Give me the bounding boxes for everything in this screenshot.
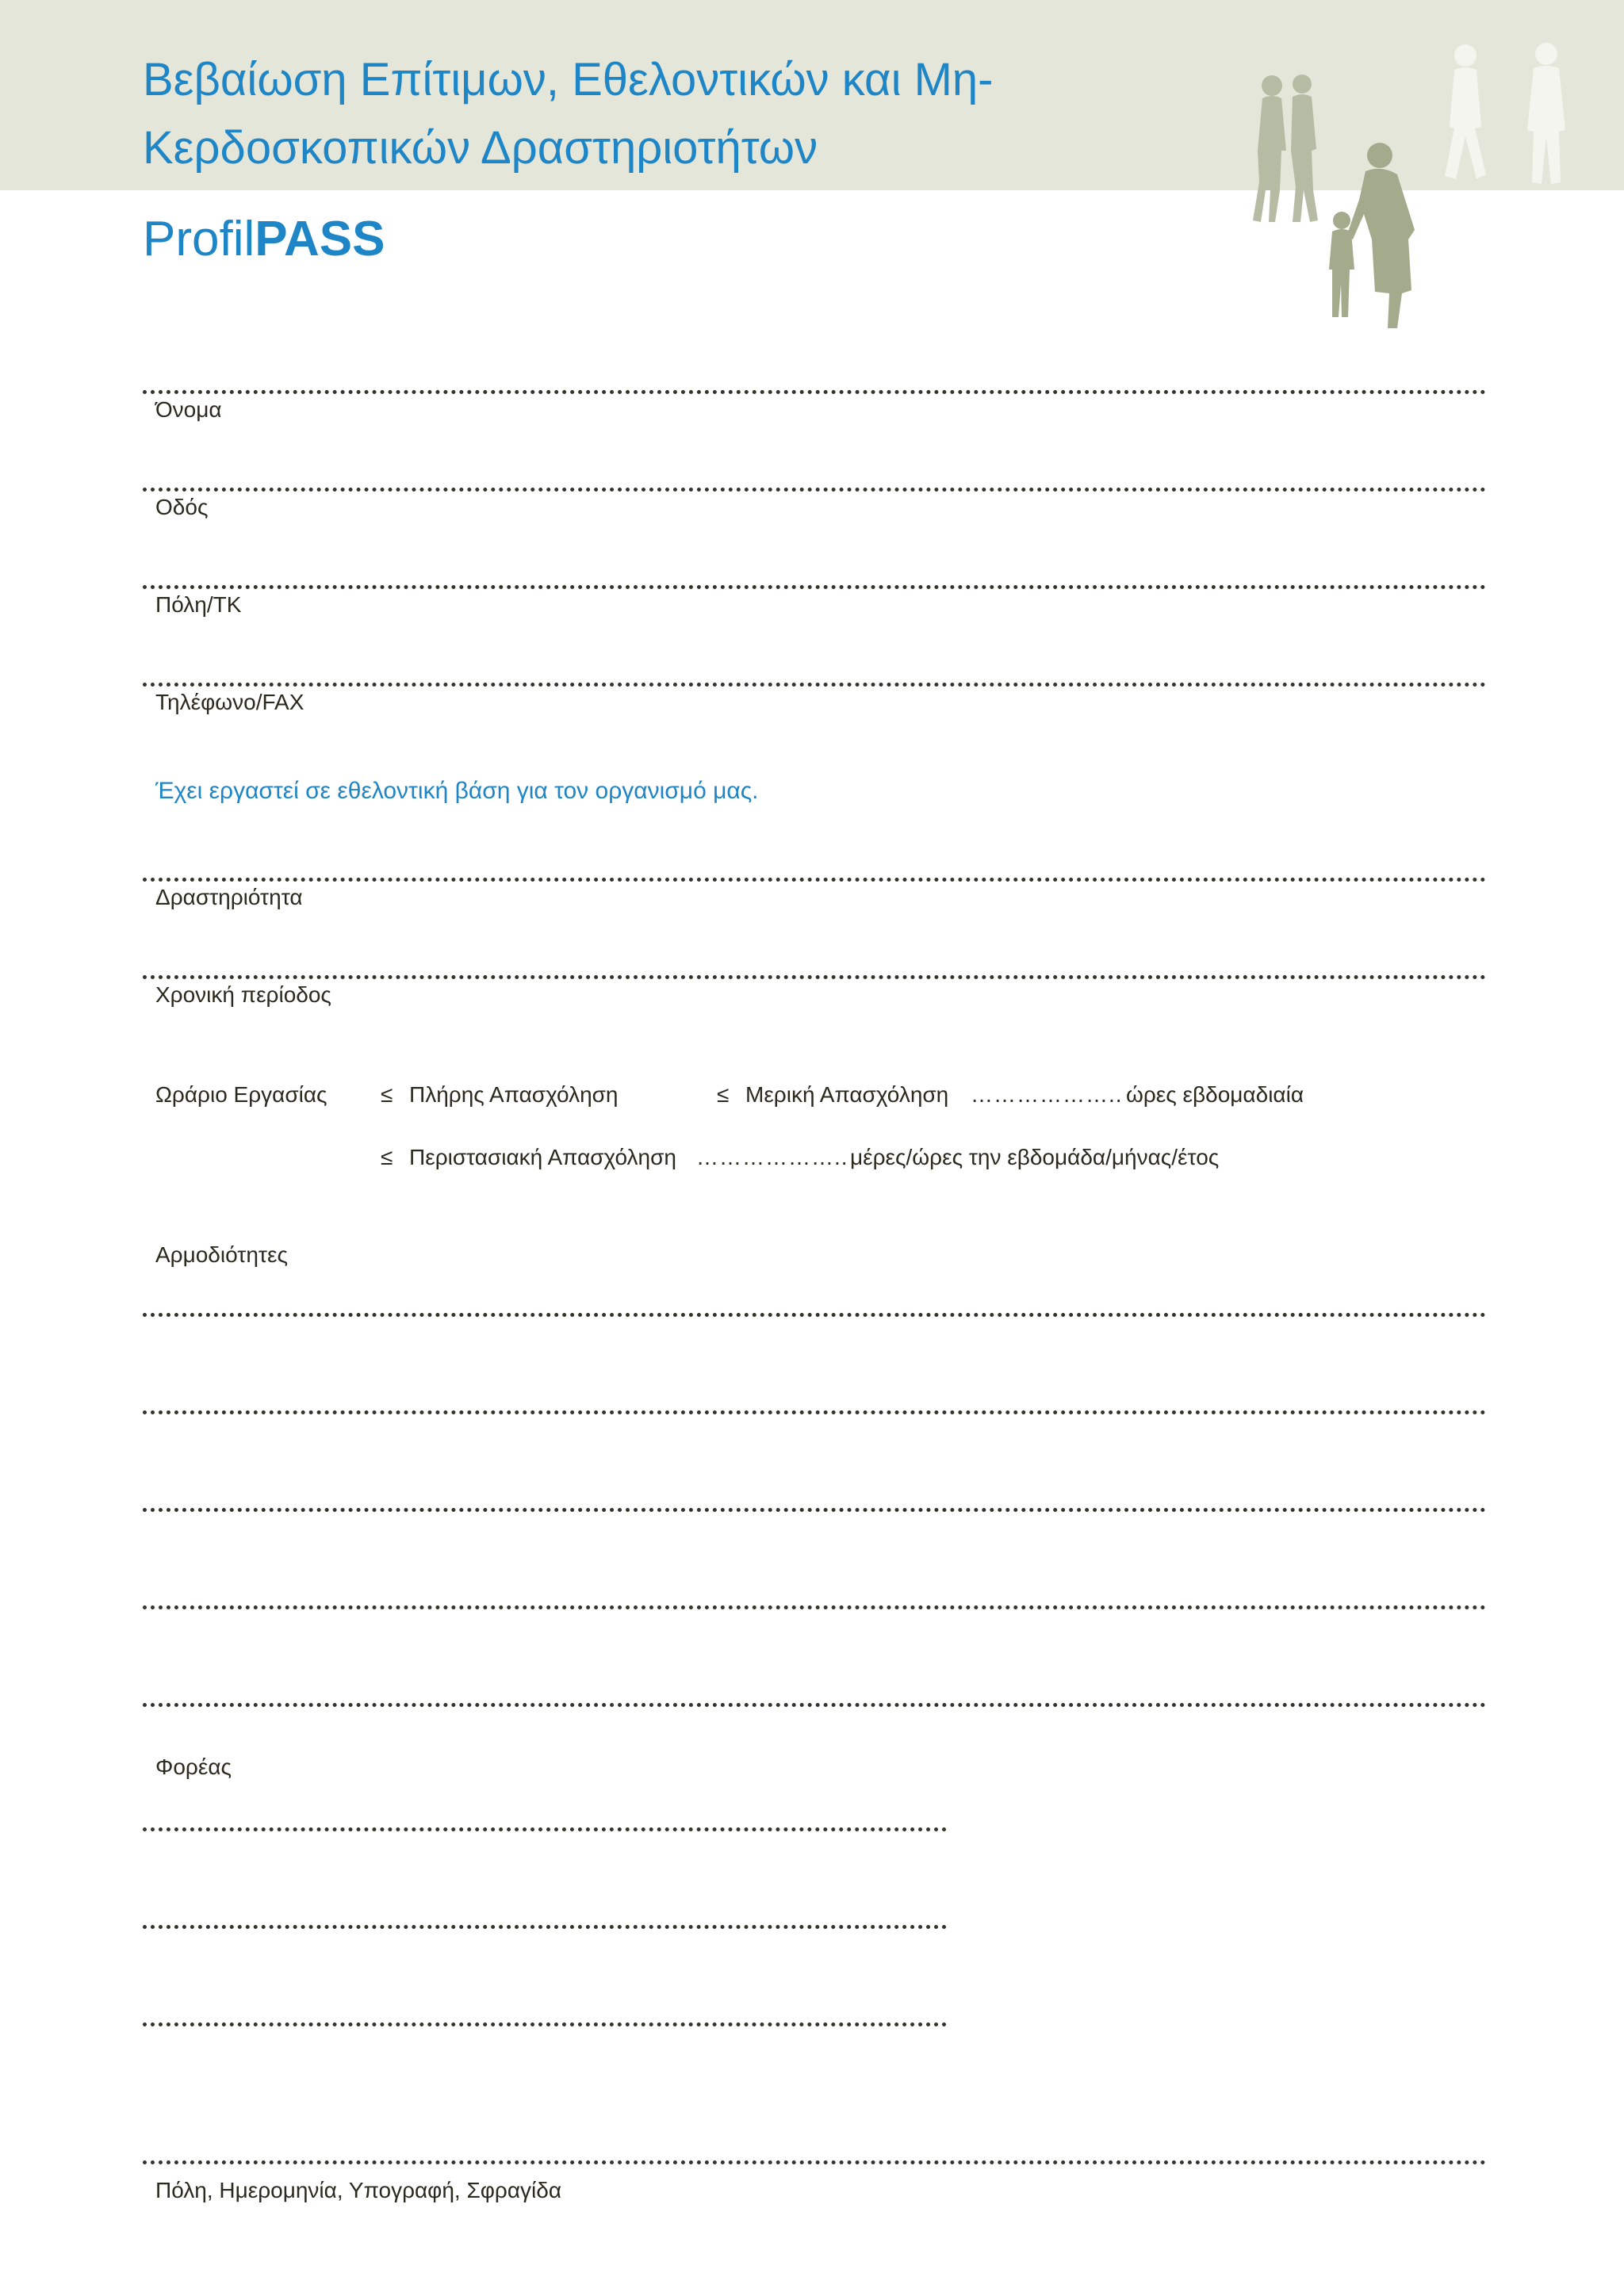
period-label: Χρονική περίοδος: [155, 982, 331, 1007]
part-time-label: Μερική Απασχόληση: [745, 1082, 949, 1107]
duties-line-3[interactable]: [143, 1508, 1486, 1512]
organization-line-2[interactable]: [143, 1925, 947, 1929]
city-zip-line[interactable]: [143, 585, 1486, 589]
occasional-label: Περιστασιακή Απασχόληση: [409, 1145, 676, 1169]
occasional-amount-field[interactable]: ………………..: [696, 1145, 848, 1169]
logo-bold: PASS: [255, 212, 385, 266]
occasional-checkbox[interactable]: ≤: [381, 1145, 393, 1169]
logo-regular: Profil: [143, 212, 255, 266]
city-zip-label: Πόλη/ΤΚ: [155, 592, 242, 617]
street-line[interactable]: [143, 488, 1486, 492]
activity-line[interactable]: [143, 878, 1486, 882]
activity-label: Δραστηριότητα: [155, 885, 303, 909]
page-title: Βεβαίωση Επίτιμων, Εθελοντικών και Μη-Κερδοσκοπικών Δραστηριοτήτων: [143, 54, 994, 174]
duties-line-1[interactable]: [143, 1313, 1486, 1317]
duties-line-4[interactable]: [143, 1605, 1486, 1609]
organization-line-3[interactable]: [143, 2022, 947, 2026]
volunteer-statement: Έχει εργαστεί σε εθελοντική βάση για τον οργανισμό μας.: [155, 778, 759, 804]
signature-label: Πόλη, Ημερομηνία, Υπογραφή, Σφραγίδα: [155, 2178, 562, 2202]
schedule-label: Ωράριο Εργασίας: [155, 1082, 327, 1107]
occasional-unit: μέρες/ώρες την εβδομάδα/μήνας/έτος: [850, 1145, 1220, 1169]
full-time-label: Πλήρης Απασχόληση: [409, 1082, 619, 1107]
organization-label: Φορέας: [155, 1755, 232, 1779]
duties-line-2[interactable]: [143, 1410, 1486, 1414]
duties-line-5[interactable]: [143, 1703, 1486, 1707]
period-line[interactable]: [143, 975, 1486, 979]
name-label: Όνομα: [155, 397, 222, 422]
part-time-unit: ώρες εβδομαδιαία: [1126, 1082, 1304, 1107]
people-silhouettes-icon: [1213, 32, 1594, 341]
organization-line-1[interactable]: [143, 1827, 947, 1831]
phone-fax-label: Τηλέφωνο/FAX: [155, 690, 304, 714]
full-time-checkbox[interactable]: ≤: [381, 1082, 393, 1107]
profilpass-logo: [143, 208, 385, 271]
part-time-hours-field[interactable]: ………………..: [971, 1082, 1123, 1107]
phone-fax-line[interactable]: [143, 683, 1486, 687]
part-time-checkbox[interactable]: ≤: [717, 1082, 730, 1107]
street-label: Οδός: [155, 495, 209, 519]
name-line[interactable]: [143, 390, 1486, 394]
signature-line[interactable]: [143, 2160, 1486, 2164]
duties-label: Αρμοδιότητες: [155, 1242, 288, 1267]
